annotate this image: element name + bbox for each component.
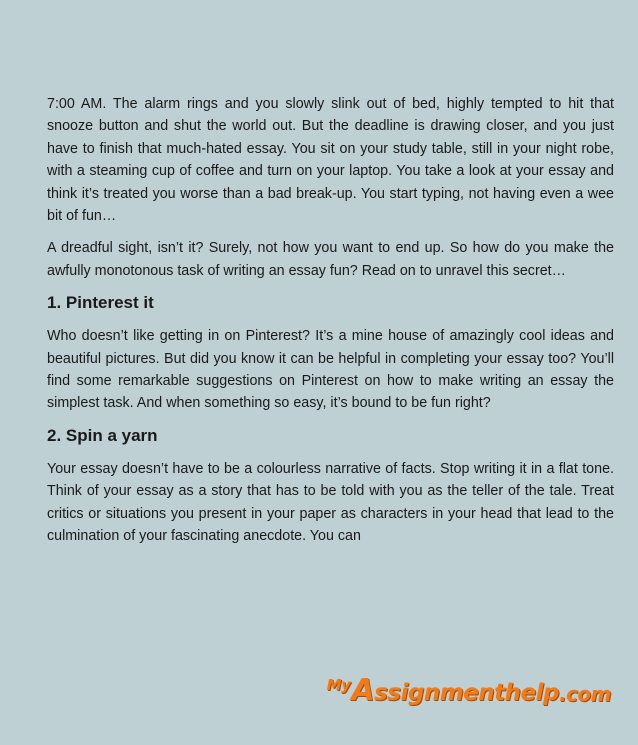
section-paragraph-pinterest: Who doesn’t like getting in on Pinterest? It’s a mine house of amazingly cool ideas and beautiful pictures. But did you know it can be helpful in completing your essay too? You’ll find some remarkable suggestions on Pinterest on how to make writing an essay the simplest task. And when something so easy, it’s bound to be fun right?	[47, 328, 614, 412]
logo-brand-text: ssignmenthelp	[374, 680, 559, 706]
intro-paragraph-2: A dreadful sight, isn’t it? Surely, not how you want to end up. So how do you make the awfully monotonous task of writing an essay fun? Read on to unravel this secret…	[47, 240, 614, 279]
logo-tld-text: .com	[558, 682, 611, 706]
intro-paragraph-1: 7:00 AM. The alarm rings and you slowly slink out of bed, highly tempted to hit that snooze button and shut the world out. But the deadline is drawing closer, and you just have to finish that much-hated essay. You sit on your study table, still in your night robe, with a steaming cup of coffee and turn on your laptop. You take a look at your essay and think it’s treated you worse than a bad break-up. You start typing, not having even a wee bit of fun…	[47, 96, 614, 225]
logo-initial-letter: A	[351, 673, 375, 708]
section-paragraph-spin-a-yarn: Your essay doesn’t have to be a colourless narrative of facts. Stop writing it in a flat tone. Think of your essay as a story that has to be told with you as the teller of the tale. Treat critics or situations you present in your paper as characters in your head that lead to the culmination of your fascinating anecdote. You can	[47, 460, 614, 545]
section-heading-pinterest: 1. Pinterest it	[47, 293, 154, 313]
logo-my-text: My	[326, 676, 351, 694]
document-body	[47, 93, 614, 558]
myassignmenthelp-logo	[327, 669, 611, 707]
section-heading-spin-a-yarn: 2. Spin a yarn	[47, 425, 158, 445]
